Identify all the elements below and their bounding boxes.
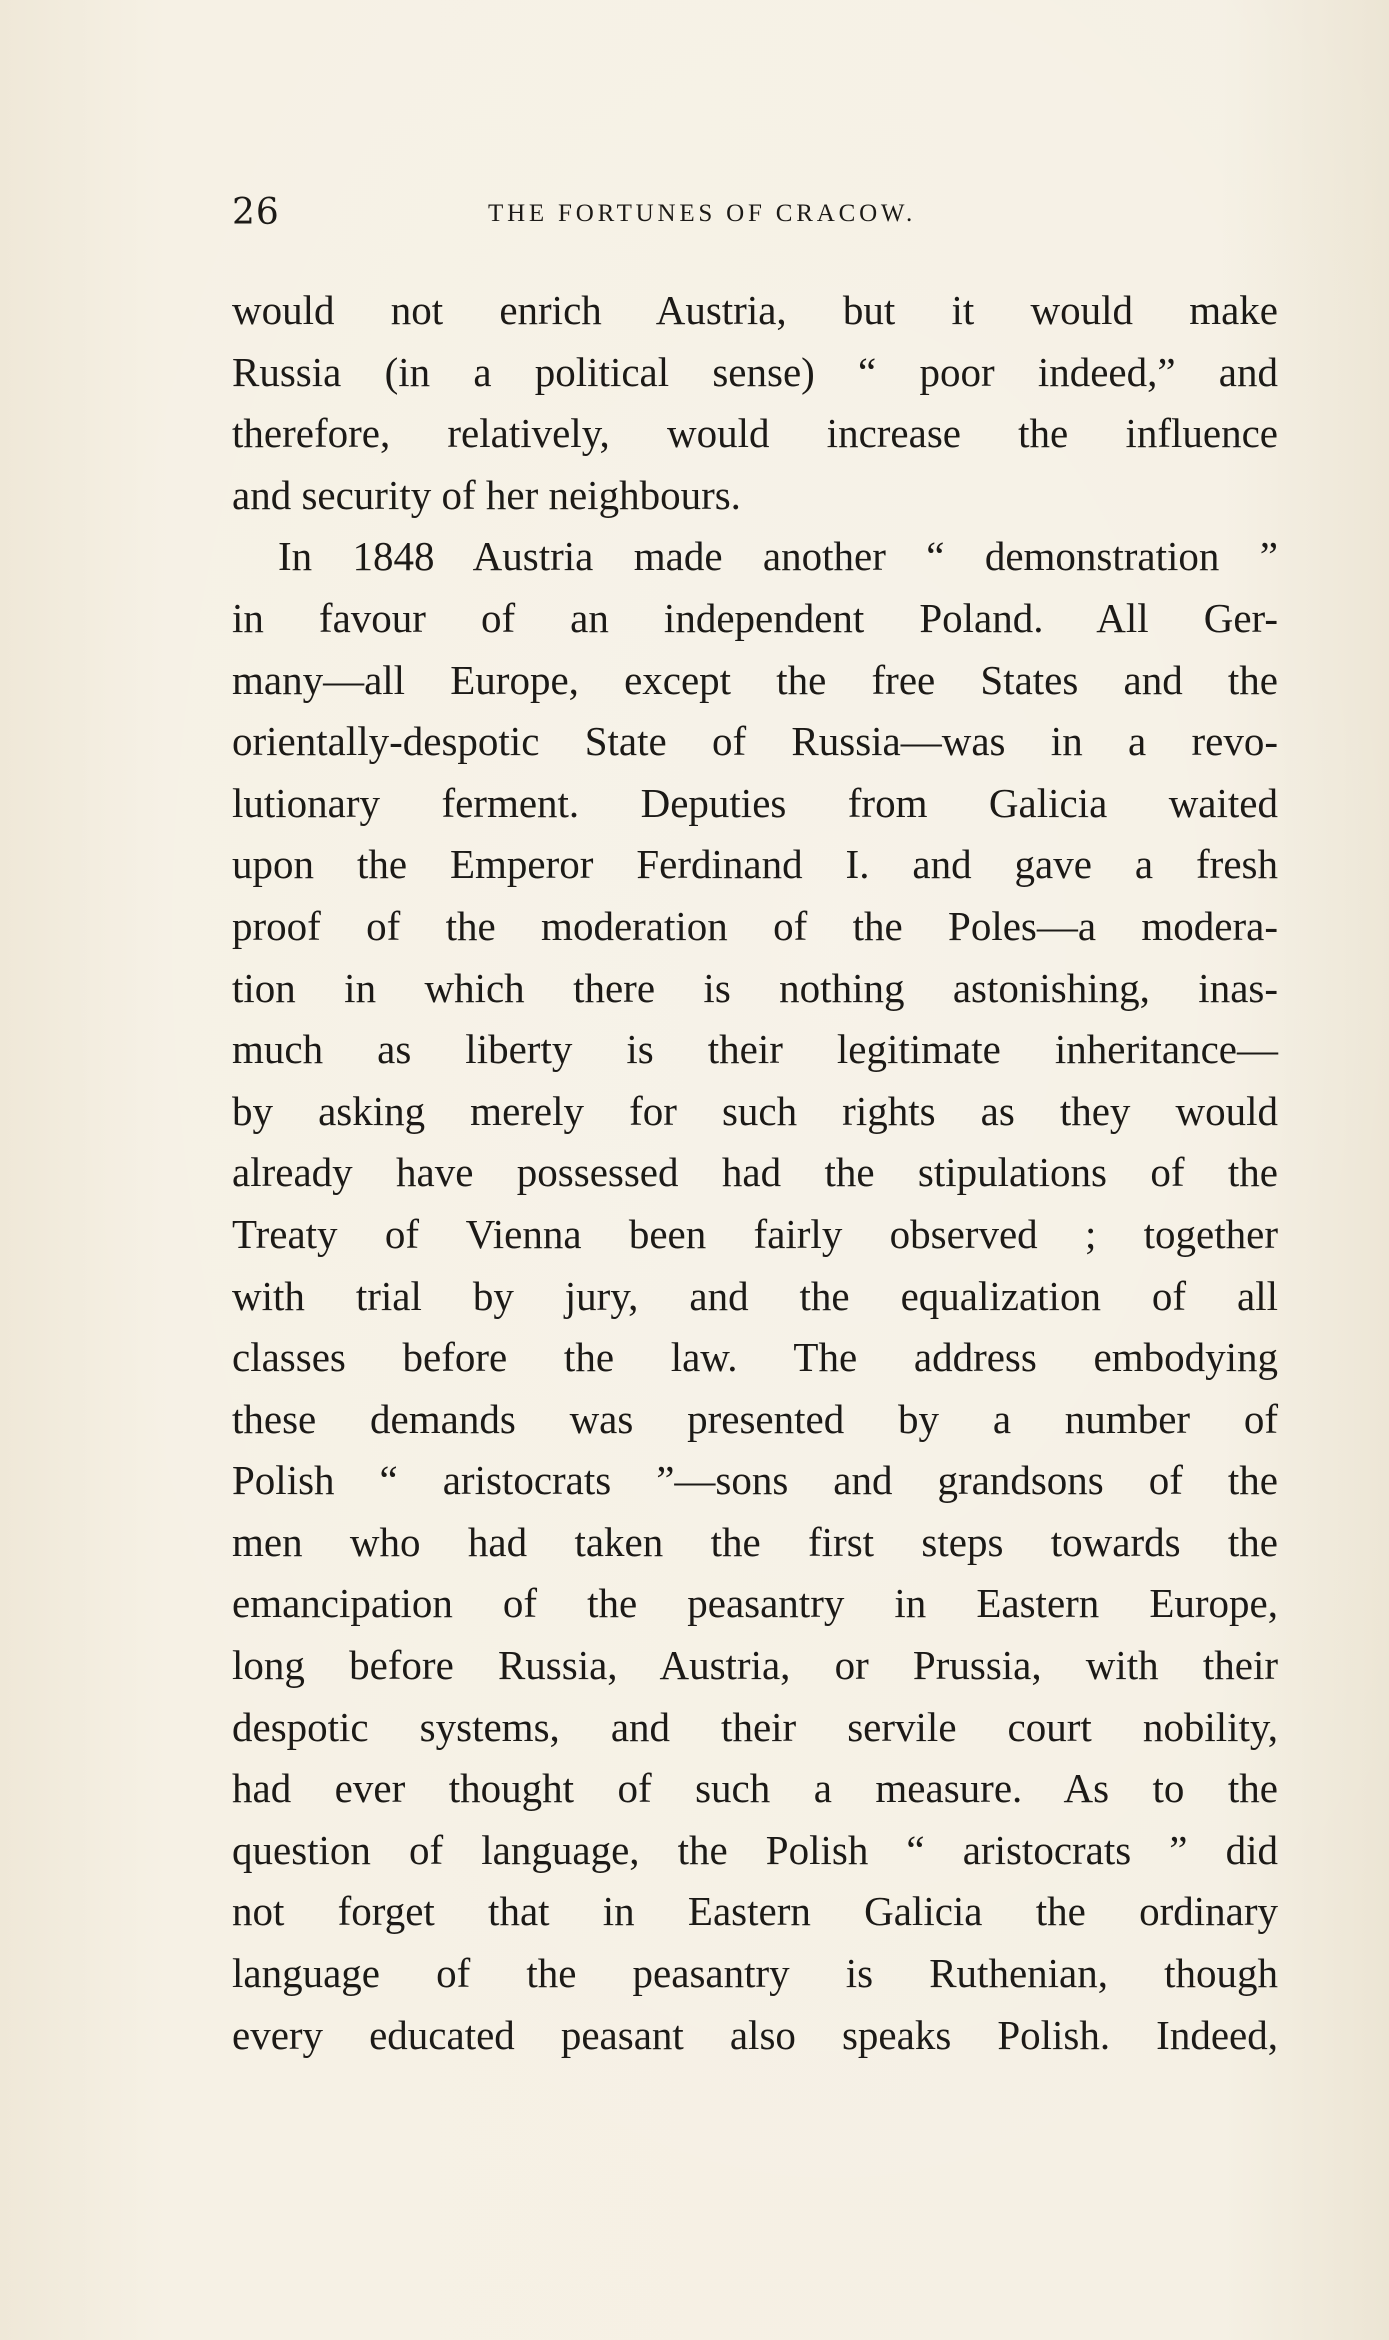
text-line: these demands was presented by a number of bbox=[232, 1395, 1278, 1442]
text-line: classes before the law. The address embodying bbox=[232, 1334, 1278, 1381]
text-line: proof of the moderation of the Poles—a modera- bbox=[232, 902, 1278, 949]
text-line: question of language, the Polish “ aristocrats ” did bbox=[232, 1826, 1278, 1873]
text-line: much as liberty is their legitimate inheritance— bbox=[232, 1026, 1278, 1073]
text-line: would not enrich Austria, but it would make bbox=[232, 287, 1278, 333]
text-line: men who had taken the first steps towards the bbox=[232, 1518, 1278, 1565]
text-line: upon the Emperor Ferdinand I. and gave a fresh bbox=[232, 841, 1278, 888]
text-line: despotic systems, and their servile court nobility, bbox=[232, 1703, 1278, 1750]
text-line: lutionary ferment. Deputies from Galicia waited bbox=[232, 779, 1278, 826]
text-line: Russia (in a political sense) “ poor indeed,” and bbox=[232, 348, 1278, 395]
text-line: orientally-despotic State of Russia—was in a revo- bbox=[232, 718, 1278, 765]
text-line: emancipation of the peasantry in Eastern Europe, bbox=[232, 1580, 1278, 1627]
text-line: by asking merely for such rights as they would bbox=[232, 1087, 1278, 1134]
running-title: THE FORTUNES OF CRACOW. bbox=[488, 200, 917, 227]
text-line: had ever thought of such a measure. As to the bbox=[232, 1765, 1278, 1812]
text-line: and security of her neighbours. bbox=[232, 471, 741, 518]
text-line: In 1848 Austria made another “ demonstration ” bbox=[278, 533, 1278, 580]
text-line: already have possessed had the stipulations of the bbox=[232, 1149, 1278, 1196]
text-line: long before Russia, Austria, or Prussia, with their bbox=[232, 1642, 1278, 1689]
text-line: in favour of an independent Poland. All Ger- bbox=[232, 594, 1278, 641]
body-text bbox=[232, 280, 1278, 2066]
text-line: with trial by jury, and the equalization of all bbox=[232, 1272, 1278, 1319]
text-line: language of the peasantry is Ruthenian, though bbox=[232, 1950, 1278, 1997]
text-line: Treaty of Vienna been fairly observed ; together bbox=[232, 1210, 1278, 1257]
text-line: tion in which there is nothing astonishing, inas- bbox=[232, 964, 1278, 1011]
text-line: therefore, relatively, would increase the influence bbox=[232, 410, 1278, 457]
text-line: every educated peasant also speaks Polish. Indeed, bbox=[232, 2011, 1278, 2058]
text-line: Polish “ aristocrats ”—sons and grandsons of the bbox=[232, 1457, 1278, 1504]
running-head bbox=[232, 188, 1292, 238]
text-line: not forget that in Eastern Galicia the ordinary bbox=[232, 1888, 1278, 1935]
page-number: 26 bbox=[232, 192, 280, 233]
text-line: many—all Europe, except the free States and the bbox=[232, 656, 1278, 703]
